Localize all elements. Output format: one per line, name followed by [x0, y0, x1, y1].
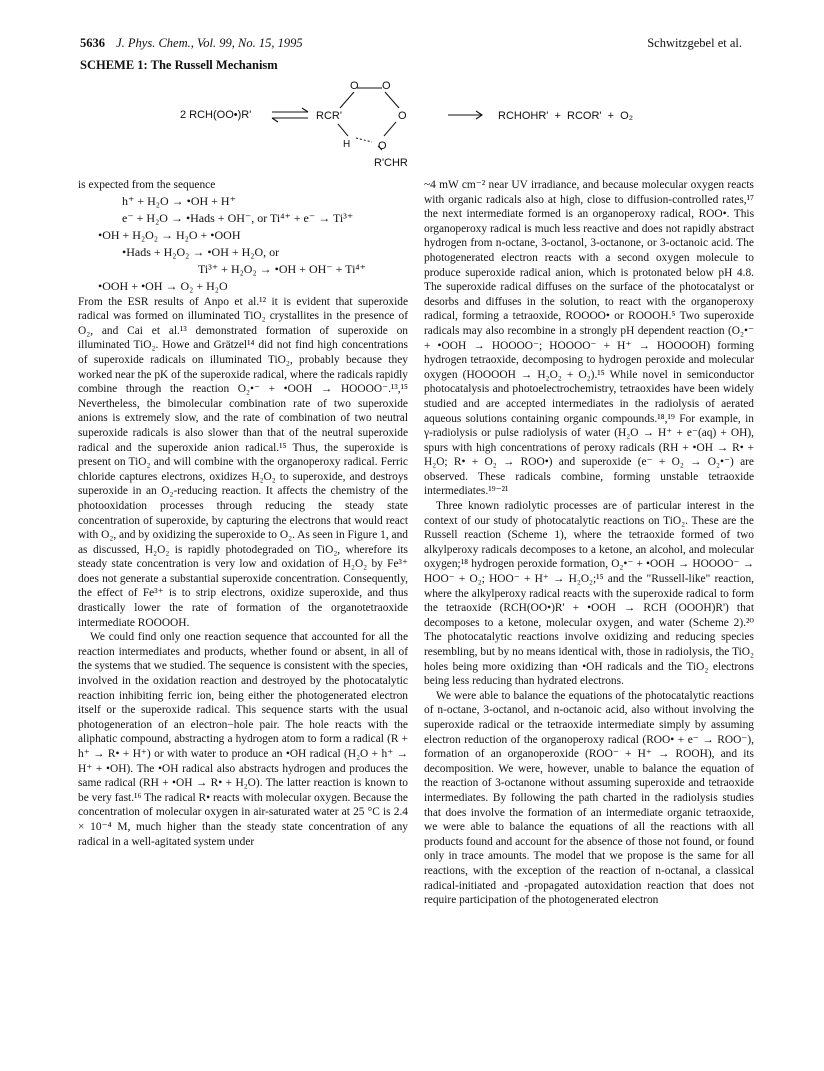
ring-bottom-group: R'CHR	[374, 157, 408, 169]
paragraph-balance-equations: We were able to balance the equations of the photocatalytic reactions of n-octane, 3-octanol, and n-octanoic acid, also without involving the superoxide radical or the tetraoxide intermediate simply by assuming electron reduction of the organoperoxy radical (ROO• + e⁻ → ROO⁻), formation of an organoperoxide (ROO⁻ + H⁺ → ROOH), and its decomposition. We were, however, unable to balance the equation of the reaction of 3-octanone without assuming superoxide and tetraoxide intermediates. By following the path charted in the radiolysis studies that does involve the formation of an intermediate organic tetraoxide, we were able to balance the equations of all the reactions with all products found and account for the absence of those not found, or found only in trace amounts. The model that we propose is the same for all reactions, with the exception of the reaction of n-octanal, a classical radical-initiated and -propagated autoxidation reaction that does not require participation of the photogenerated electron	[424, 689, 754, 907]
scheme-reactant: 2 RCH(OO•)R'	[180, 109, 252, 121]
left-column	[78, 178, 408, 849]
equation-4b: Ti³⁺ + H₂O₂ → •OH + OH⁻ + Ti⁴⁺	[198, 261, 366, 276]
paragraph-reaction-sequence: We could find only one reaction sequence that accounted for all the reaction intermediates and products, whether found or absent, in all of the systems that we studied. The sequence is consistent with the species, involved in the oxidation reaction and destroyed by the photocatalytic reaction inhibiting ferric ion, being either the photogenerated electron itself or the superoxide radical. This sequence starts with the usual photogeneration of an electron−hole pair. The hole reacts with the aliphatic compound, abstracting a hydrogen atom to form a radical (R + h⁺ → R• + H⁺) or with water to produce an •OH radical (H₂O + h⁺ → H⁺ + •OH). The •OH radical also abstracts hydrogen and produces the same radical (RH + •OH → R• + H₂O). The latter reaction is known to be very fast.¹⁶ The radical R• reacts with molecular oxygen. Because the concentration of molecular oxygen in air-saturated water at 25 °C is 2.4 × 10⁻⁴ M, much higher than the steady state concentration of any radical in a well-agitated system under	[78, 631, 408, 848]
journal-citation: J. Phys. Chem., Vol. 99, No. 15, 1995	[116, 36, 303, 50]
paragraph-esr-results: From the ESR results of Anpo et al.¹² it is evident that superoxide radical was formed on illuminated TiO₂ crystallites in the presence of O₂, and Cai et al.¹³ demonstrated formation of superoxide on illuminated TiO₂. Howe and Grätzel¹⁴ did not find high concentrations of superoxide radicals on illuminated TiO₂, probably because they worked near the pK of the superoxide radical, where the radicals rapidly combine through the reaction O₂•⁻ + •OOH → HOOOO⁻.¹³,¹⁵ Nevertheless, the bimolecular combination rate of two superoxide anions is extremely slow, and the rate of combination of two neutral superoxide radicals is also slower than that of the neutral superoxide radical and the superoxide anion radical.¹⁵ Thus, the superoxide is present on TiO₂ and will combine with the organoperoxy radical. Ferric chloride captures electrons, oxidizes H₂O₂ to superoxide, and destroys superoxide in an O₂-reducing reaction. It affects the chemistry of the photooxidation processes through reducing the steady state concentration of superoxide, by capturing the electrons that would react with O₂, and by oxidizing the superoxide to O₂. As seen in Figure 1, and as discussed, H₂O₂ is rapidly photodegraded on TiO₂, wherefore its steady state concentration is very low and oxidation of H₂O₂ by Fe³⁺ does not generate a substantial superoxide concentration. Consequently, the effect of Fe³⁺ is to strip electrons, oxidize superoxide, and thus drastically lower the rate of formation of the organotetraoxide intermediate ROOOOH.	[78, 295, 408, 629]
paragraph-radiolytic-processes: Three known radiolytic processes are of particular interest in the context of our study of photocatalytic reactions on TiO₂. These are the Russell reaction (Scheme 1), where the tetraoxide formed of two alkylperoxy radicals decomposes to a ketone, an alcohol, and molecular oxygen;¹⁸ hydrogen peroxide formation, O₂•⁻ + •OOH → HOOOO⁻ → HOO⁻ + O₂; HOO⁻ + H⁺ → H₂O₂;¹⁵ and the "Russell-like" reaction, where the alkylperoxy radical reacts with the superoxide radical to form the tetraoxide (RCH(OO•)R' + •OOH → RCH (OOOH)R') that decomposes to a ketone, molecular oxygen, and water (Scheme 2).²⁰ The photocatalytic reactions involve oxidizing and reducing species resembling, but by no means identical with, those in radiolysis, the TiO₂ holes being more oxidizing than •OH radicals and the TiO₂ electrons being less reducing than hydrated electrons.	[424, 500, 754, 688]
reaction-arrow-icon	[448, 111, 482, 119]
ring-o-right: O	[398, 110, 407, 122]
equation-5: •OOH + •OH → O₂ + H₂O	[98, 278, 228, 293]
russell-mechanism-scheme	[150, 72, 690, 172]
right-column	[424, 178, 754, 908]
ring-left-group: RCR'	[316, 110, 342, 122]
running-header	[80, 36, 742, 54]
equilibrium-arrow-icon	[272, 108, 308, 122]
paragraph-organoperoxy: ~4 mW cm⁻² near UV irradiance, and because molecular oxygen reacts with organic radicals also at high, close to diffusion-controlled rates,¹⁷ the next intermediate formed is an organoperoxy radical, ROO•. This organoperoxy radical is much less reactive and does not rapidly abstract hydrogen from n-octane, 3-octanol, 3-octanone, or 3-octanoic acid. The photogenerated electron reacts with a second oxygen molecule to produce superoxide radical anion, which is protonated below pH 4.8. The superoxide radical diffuses on the surface of the photocatalyst or desorbs and diffuses in the solution, to react with the organoperoxy radical, forming a tetraoxide, ROOOO• or ROOOH.⁵ Two superoxide radicals may also recombine in a strongly pH dependent reaction (O₂•⁻ + •OOH → HOOOO⁻; HOOOO⁻ + H⁺ → HOOOOH) forming hydrogen tetraoxide, decomposing to hydrogen peroxide and molecular oxygen (HOOOOH → H₂O₂ + O₂).¹⁵ While novel in semiconductor photocatalysis and photoelectrochemistry, tetraoxides have been widely studied and are accepted intermediates in the radiolysis of aerated aqueous solutions containing organic compounds.¹⁸,¹⁹ For example, in γ-radiolysis or pulse radiolysis of water (H₂O → H⁺ + e⁻(aq) + OH), spurs with high concentrations of peroxy radicals (RH + •OH → R• + H₂O; R• + O₂ → ROO•) and superoxide (e⁻ + O₂ → O₂•⁻) are observed. These radicals combine, forming unstable tetraoxide intermediates.¹⁹⁻²¹	[424, 179, 754, 498]
equation-3: •OH + H₂O₂ → H₂O + •OOH	[98, 227, 241, 242]
ring-o-top-left: O	[350, 80, 359, 92]
ring-o-bottom: O	[378, 140, 387, 152]
sequence-intro: is expected from the sequence	[78, 179, 216, 191]
running-authors: Schwitzgebel et al.	[647, 36, 742, 50]
scheme-title: SCHEME 1: The Russell Mechanism	[80, 58, 278, 72]
equation-2: e⁻ + H₂O → •Hads + OH⁻, or Ti⁴⁺ + e⁻ → Ti³⁺	[122, 210, 354, 225]
equation-1: h⁺ + H₂O → •OH + H⁺	[122, 193, 236, 208]
ring-o-top-right: O	[382, 80, 391, 92]
equation-4: •Hads + H₂O₂ → •OH + H₂O, or	[122, 244, 280, 259]
ring-h: H	[343, 139, 351, 150]
scheme-products: RCHOHR' + RCOR' + O₂	[498, 110, 633, 122]
page-number: 5636	[80, 36, 105, 50]
